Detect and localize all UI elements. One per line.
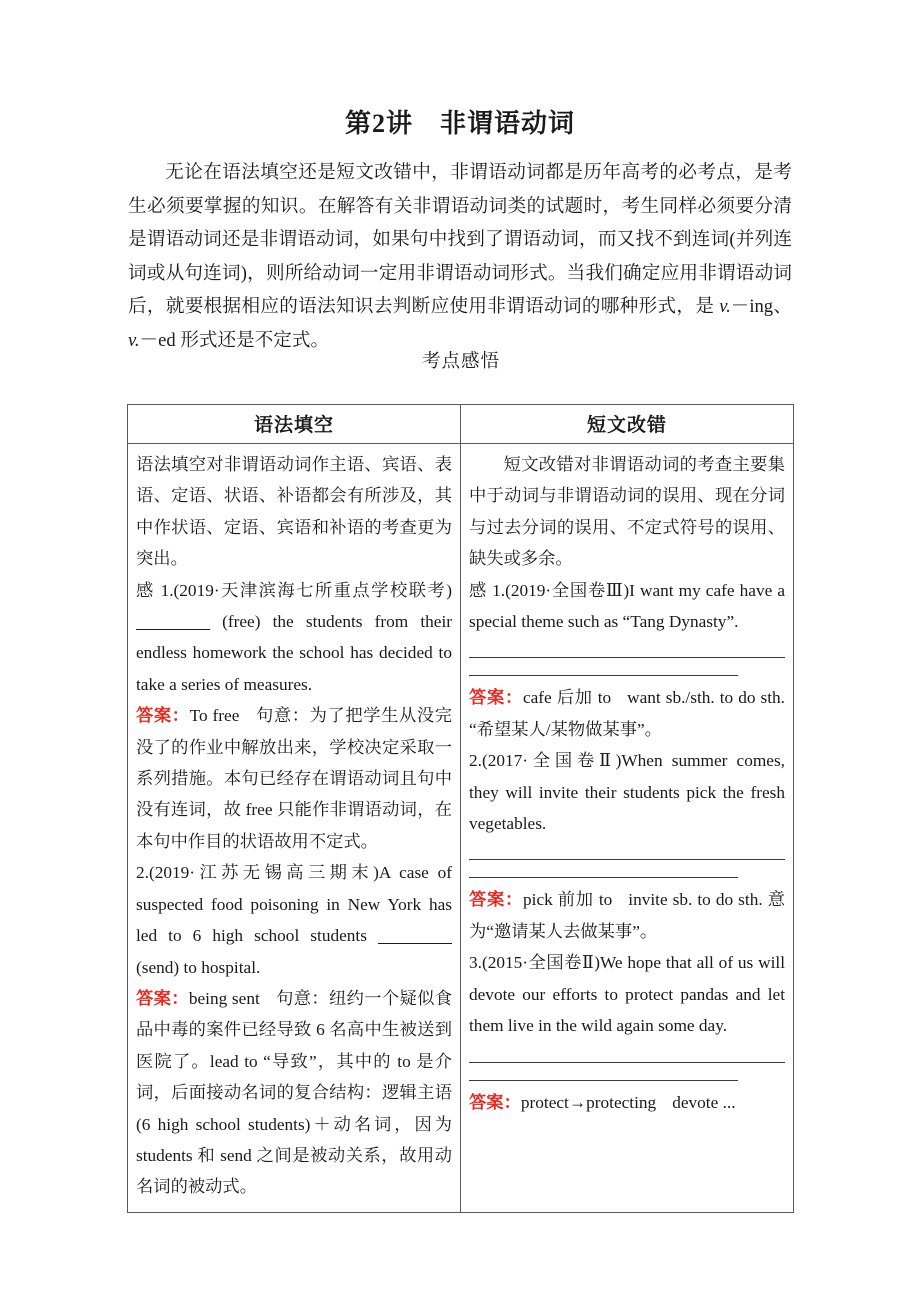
intro-text-mid: －ing、 bbox=[730, 296, 792, 317]
answer-label: 答案： bbox=[469, 688, 523, 708]
question-sentence: When summer comes, they will invite their students pick the fresh vegetables. bbox=[469, 751, 785, 834]
grammar-fill-answer-2 bbox=[136, 983, 452, 1203]
intro-text-end: －ed 形式还是不定式。 bbox=[139, 329, 330, 351]
correction-rule-line bbox=[469, 657, 785, 658]
correction-write-lines-2[interactable] bbox=[469, 839, 785, 884]
grammar-fill-answer-1 bbox=[136, 700, 452, 857]
answer-label: 答案： bbox=[469, 1092, 521, 1112]
question-marker: 2. bbox=[469, 751, 482, 771]
question-sentence: I want my cafe have a special theme such as “Tang Dynasty”. bbox=[469, 580, 785, 632]
intro-italic-ed: v. bbox=[128, 329, 140, 351]
answer-explanation: 句意：纽约一个疑似食品中毒的案件已经导致 6 名高中生被送到医院了。lead to “导致”，其中的 to 是介词，后面接动名词的复合结构：逻辑主语(6 high school students)＋动名词，因为 students 和 send 之间是被动关系，故用动名词的被动式。 bbox=[136, 988, 452, 1197]
comparison-table bbox=[127, 404, 794, 1213]
question-source: (2015·全国卷Ⅱ) bbox=[481, 953, 600, 973]
error-correction-answer-3 bbox=[469, 1087, 785, 1118]
answer-explanation: 句意：为了把学生从没完没了的作业中解放出来，学校决定采取一系列措施。本句已经存在谓语动词且句中没有连词，故 free 只能作非谓语动词，在本句中作目的状语故用不定式。 bbox=[136, 706, 452, 851]
page-title: 第2讲 非谓语动词 bbox=[344, 109, 575, 138]
question-source: (2019·天津滨海七所重点学校联考) bbox=[173, 580, 452, 600]
intro-text: 无论在语法填空还是短文改错中，非谓语动词都是历年高考的必考点，是考生必须要掌握的知识。在解答有关非谓语动词类的试题时，考生同样必须要分清是谓语动词还是非谓语动词，如果句中找到了谓语动词，而又找不到连词(并列连词或从句连词)，则所给动词一定用非谓语动词形式。当我们确定应用非谓语动词后，就要根据相应的语法知识去判断应使用非谓语动词的哪种形式，是 bbox=[128, 162, 792, 317]
grammar-fill-overview: 语法填空对非谓语动词作主语、宾语、表语、定语、状语、补语都会有所涉及，其中作状语、定语、宾语和补语的考查更为突出。 bbox=[136, 455, 452, 569]
intro-italic-ing: v. bbox=[719, 296, 731, 317]
answer-value: pick 前加 to bbox=[523, 890, 613, 910]
correction-rule-line bbox=[469, 675, 738, 676]
answer-label: 答案： bbox=[469, 890, 523, 910]
question-source: (2019·全国卷Ⅲ) bbox=[505, 580, 630, 600]
table-header-grammar-fill: 语法填空 bbox=[128, 405, 461, 444]
correction-rule-line bbox=[469, 1080, 738, 1081]
answer-value: To free bbox=[189, 706, 240, 726]
table-header-error-correction: 短文改错 bbox=[461, 405, 794, 444]
answer-explanation: devote ... bbox=[672, 1092, 736, 1112]
question-marker: 感 1. bbox=[469, 580, 506, 600]
answer-blank[interactable] bbox=[378, 943, 452, 944]
question-text-post: (send) to hospital. bbox=[136, 957, 261, 977]
grammar-fill-question-2 bbox=[136, 857, 452, 983]
answer-label: 答案： bbox=[136, 988, 189, 1008]
question-marker: 2. bbox=[136, 863, 149, 883]
correction-rule-line bbox=[469, 877, 738, 878]
table-cell-grammar-fill bbox=[128, 444, 461, 1213]
error-correction-content bbox=[461, 444, 793, 1127]
table-header-row bbox=[128, 405, 794, 444]
error-correction-answer-2 bbox=[469, 884, 785, 947]
correction-rule-line bbox=[469, 859, 785, 860]
question-marker: 3. bbox=[469, 953, 482, 973]
error-correction-question-3 bbox=[469, 947, 785, 1041]
grammar-fill-question-1 bbox=[136, 575, 452, 701]
question-marker: 感 1. bbox=[136, 580, 174, 600]
answer-blank[interactable] bbox=[136, 629, 210, 630]
error-correction-overview: 短文改错对非谓语动词的考查主要集中于动词与非谓语动词的误用、现在分词与过去分词的误用、不定式符号的误用、缺失或多余。 bbox=[469, 455, 785, 569]
table-cell-error-correction bbox=[461, 444, 794, 1213]
error-correction-question-2 bbox=[469, 745, 785, 839]
error-correction-answer-1 bbox=[469, 682, 785, 745]
answer-value: cafe 后加 to bbox=[522, 688, 612, 708]
answer-explanation: invite sb. to do sth. 意为“邀请某人去做某事”。 bbox=[469, 890, 785, 941]
question-sentence: We hope that all of us will devote our efforts to protect pandas and let them live in the wild again some day. bbox=[469, 953, 785, 1036]
intro-paragraph bbox=[128, 156, 792, 357]
correction-rule-line bbox=[469, 1062, 785, 1063]
table-body-row bbox=[128, 444, 794, 1213]
question-text: (free) the students from their endless homework the school has decided to take a series of measures. bbox=[136, 612, 452, 694]
answer-value: being sent bbox=[188, 988, 260, 1008]
section-label-kaodian-ganwu: 考点感悟 bbox=[421, 352, 500, 372]
correction-write-lines-3[interactable] bbox=[469, 1042, 785, 1087]
grammar-fill-content bbox=[128, 444, 460, 1212]
question-source: (2019·江苏无锡高三期末) bbox=[148, 863, 379, 883]
answer-label: 答案： bbox=[136, 706, 190, 726]
error-correction-question-1 bbox=[469, 575, 785, 638]
correction-write-lines-1[interactable] bbox=[469, 637, 785, 682]
question-text-pre: A case of suspected food poisoning in New York has led to 6 high school students bbox=[136, 863, 452, 946]
question-source: (2017·全国卷Ⅱ) bbox=[481, 751, 622, 771]
answer-value: protect→protecting bbox=[520, 1092, 657, 1112]
answer-explanation: want sb./sth. to do sth. “希望某人/某物做某事”。 bbox=[469, 688, 785, 739]
